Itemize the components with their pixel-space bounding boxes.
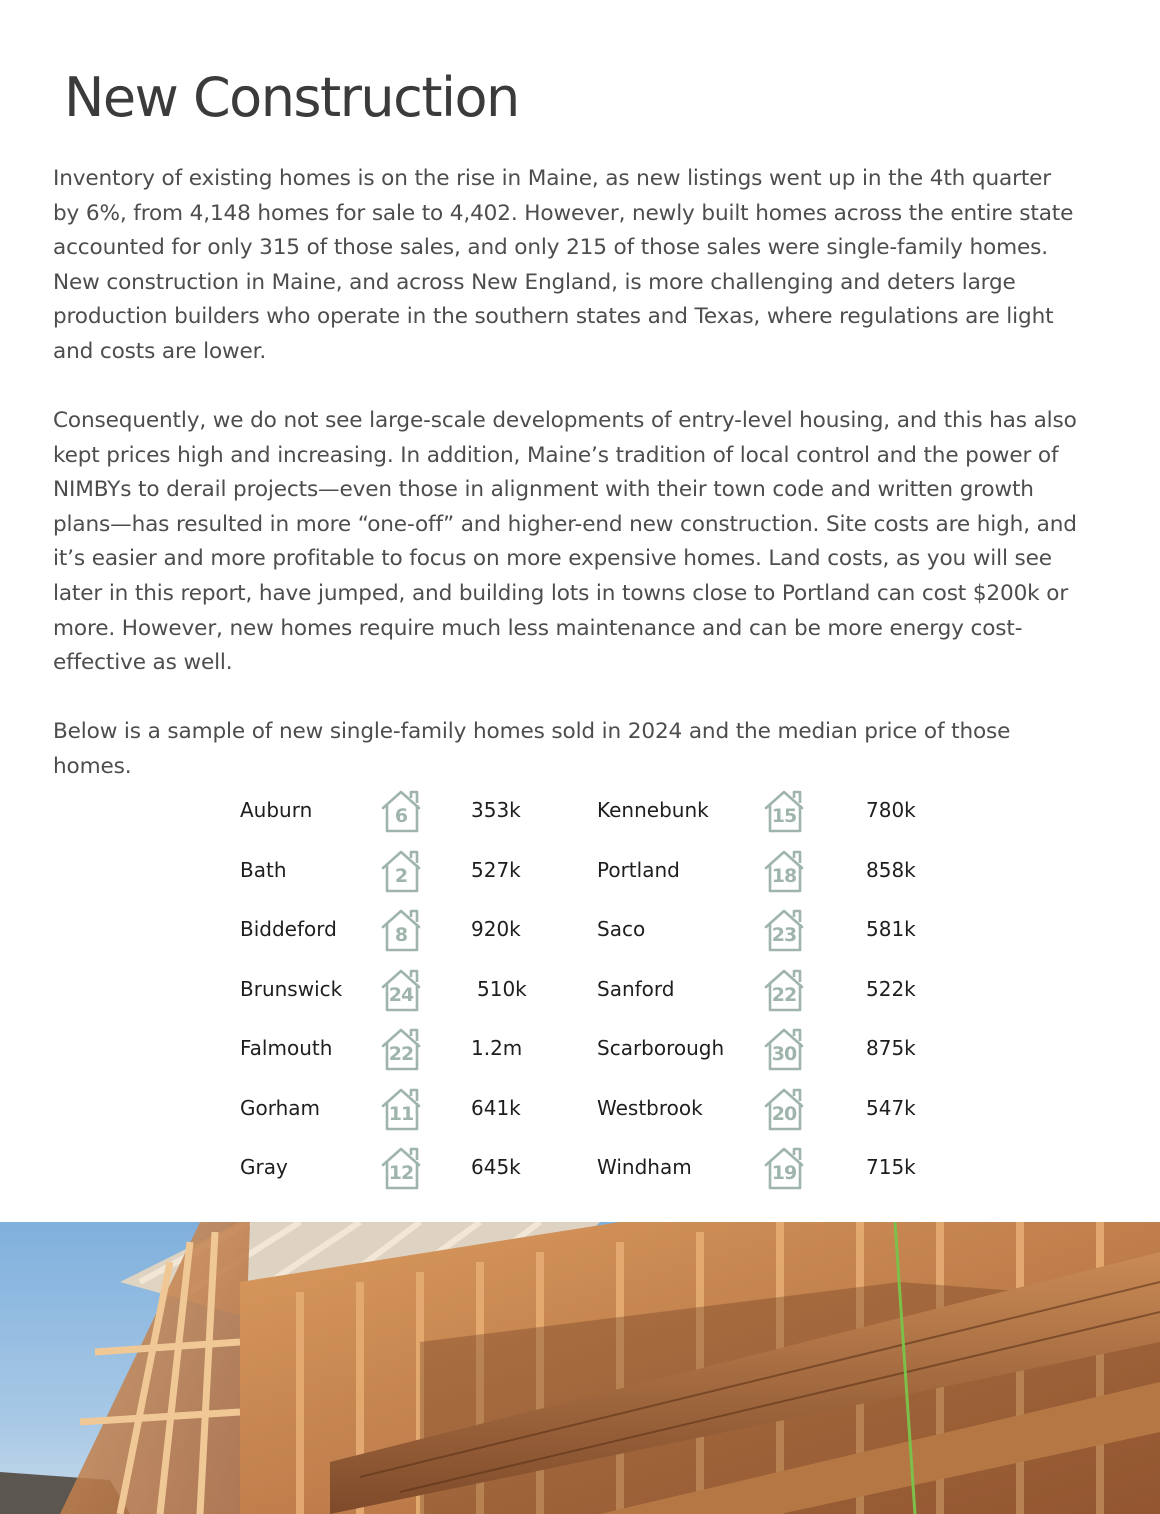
sample-intro-paragraph: Below is a sample of new single-family homes sold in 2024 and the median price of those homes. — [53, 719, 1011, 779]
homes-sold-count: 2 — [394, 865, 408, 887]
homes-sold-count: 18 — [771, 865, 797, 887]
homes-sold-count: 22 — [388, 1043, 414, 1065]
homes-sold-count: 24 — [388, 984, 414, 1006]
house-icon — [761, 907, 809, 953]
median-price: 875k — [866, 1036, 916, 1060]
town-name: Bath — [240, 858, 287, 882]
homes-sold-table — [240, 786, 960, 1196]
homes-sold-count: 6 — [394, 805, 408, 827]
page-title: New Construction — [64, 66, 519, 129]
context-paragraph: Consequently, we do not see large-scale developments of entry-level housing, and this has also kept prices high and increasing. In addition, Maine’s tradition of local control and the power of NIMBYs to derail projects—even those in alignment with their town code and written growth plans—has resulted in more “one-off” and higher-end new construction. Site costs are high, and it’s easier and more profitable to focus on more expensive homes. Land costs, as you will see later in this report, have jumped, and building lots in towns close to Portland can cost $200k or more. However, new homes require much less maintenance and can be more energy cost-effective as well. — [53, 408, 1077, 676]
median-price: 527k — [471, 858, 521, 882]
median-price: 510k — [477, 977, 527, 1001]
median-price: 715k — [866, 1155, 916, 1179]
homes-sold-count: 8 — [394, 924, 408, 946]
town-name: Sanford — [597, 977, 675, 1001]
town-name: Westbrook — [597, 1096, 703, 1120]
town-name: Portland — [597, 858, 680, 882]
median-price: 547k — [866, 1096, 916, 1120]
intro-paragraph: Inventory of existing homes is on the rise in Maine, as new listings went up in the 4th quarter by 6%, from 4,148 homes for sale to 4,402. However, newly built homes across the entire state accounted for only 315 of those sales, and only 215 of those sales were single-family homes. New construction in Maine, and across New England, is more challenging and deters large production builders who operate in the southern states and Texas, where regulations are light and costs are lower. — [53, 166, 1074, 364]
homes-sold-count: 12 — [388, 1162, 414, 1184]
median-price: 353k — [471, 798, 521, 822]
house-icon — [761, 967, 809, 1013]
town-name: Saco — [597, 917, 646, 941]
town-name: Biddeford — [240, 917, 337, 941]
homes-row-right-1 — [240, 846, 960, 896]
homes-row-right-5 — [240, 1084, 960, 1134]
house-icon — [761, 848, 809, 894]
median-price: 645k — [471, 1155, 521, 1179]
town-name: Windham — [597, 1155, 692, 1179]
house-icon — [761, 1086, 809, 1132]
median-price: 920k — [471, 917, 521, 941]
town-name: Gray — [240, 1155, 288, 1179]
homes-sold-count: 20 — [771, 1103, 797, 1125]
homes-sold-count: 23 — [771, 924, 797, 946]
median-price: 641k — [471, 1096, 521, 1120]
house-icon — [761, 1026, 809, 1072]
median-price: 1.2m — [471, 1036, 523, 1060]
house-frame-construction-photo-icon — [0, 1222, 1160, 1514]
homes-sold-count: 15 — [771, 805, 797, 827]
house-icon — [761, 1145, 809, 1191]
median-price: 780k — [866, 798, 916, 822]
homes-row-right-2 — [240, 905, 960, 955]
homes-sold-count: 30 — [771, 1043, 797, 1065]
homes-row-right-4 — [240, 1024, 960, 1074]
homes-row-right-3 — [240, 965, 960, 1015]
construction-photo — [0, 1222, 1160, 1514]
homes-sold-count: 19 — [771, 1162, 797, 1184]
median-price: 858k — [866, 858, 916, 882]
town-name: Kennebunk — [597, 798, 709, 822]
homes-sold-count: 22 — [771, 984, 797, 1006]
town-name: Falmouth — [240, 1036, 333, 1060]
town-name: Scarborough — [597, 1036, 725, 1060]
town-name: Auburn — [240, 798, 313, 822]
homes-row-right-0 — [240, 786, 960, 836]
median-price: 581k — [866, 917, 916, 941]
median-price: 522k — [866, 977, 916, 1001]
house-icon — [761, 788, 809, 834]
town-name: Gorham — [240, 1096, 321, 1120]
homes-row-right-6 — [240, 1143, 960, 1193]
homes-sold-count: 11 — [388, 1103, 414, 1125]
town-name: Brunswick — [240, 977, 343, 1001]
